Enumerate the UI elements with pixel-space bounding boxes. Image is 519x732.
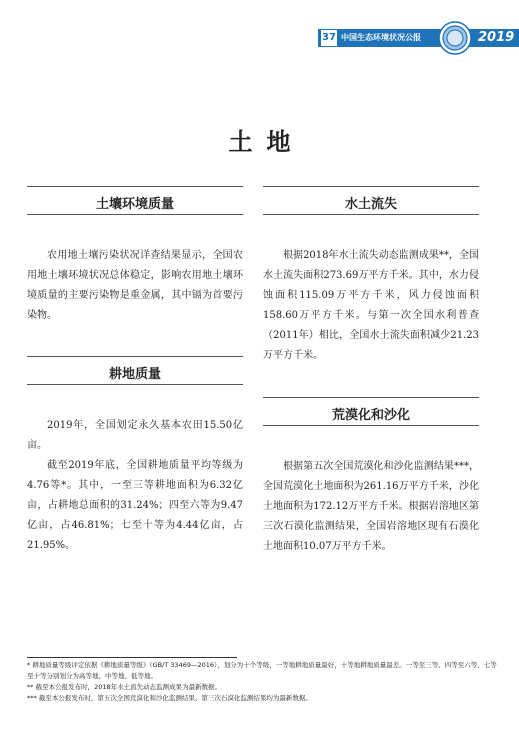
section-heading-desert — [263, 397, 479, 426]
erosion-body — [263, 246, 479, 366]
section-heading-text: 水土流失 — [344, 197, 397, 212]
section-heading-text: 荒漠化和沙化 — [331, 408, 410, 423]
paragraph: 农用地土壤污染状况详查结果显示，全国农用地土壤环境状况总体稳定，影响农用地土壤环境质量的主要污染物是重金属，其中镉为首要污染物。 — [27, 250, 243, 321]
section-heading-erosion — [263, 186, 479, 215]
desert-body — [263, 457, 479, 557]
chapter-title: 土地 — [228, 127, 305, 156]
footnotes — [27, 660, 497, 704]
paragraph: 截至2019年底，全国耕地质量平均等级为4.76等*。其中，一至三等耕地面积为6.32亿亩，占耕地总面积的31.24%；四至六等为9.47亿亩，占46.81%；七至十等为4.44亿亩，占21.95%。 — [27, 460, 243, 551]
section-heading-text: 土壤环境质量 — [95, 197, 174, 212]
section-heading-soil — [27, 186, 243, 215]
concentric-circle-logo-icon — [437, 21, 473, 55]
paragraph: 根据2018年水土流失动态监测成果**，全国水土流失面积273.69万平方千米。其中，水力侵蚀面积115.09万平方千米，风力侵蚀面积158.60万平方千米。与第一次全国水利普查（2011年）相比，全国水土流失面积减少21.23万平方千米。 — [263, 250, 479, 361]
page-number: 37 — [321, 30, 337, 46]
footnote: * 耕地质量等级评定依据《耕地质量等级》（GB/T 33469—2016），划分为十个等级，一等地耕地质量最好，十等地耕地质量最差。一等至三等、四等至六等、七等至十等分别划分为高等地、中等地、低等地。 — [27, 661, 497, 680]
footnote: ** 截至本公报发布时，2018年水土流失动态监测成果为最新数据。 — [27, 683, 222, 691]
farmland-body — [27, 416, 243, 556]
paragraph: 2019年，全国划定永久基本农田15.50亿亩。 — [27, 420, 243, 451]
soil-body — [27, 246, 243, 326]
report-year: 2019 — [478, 30, 515, 45]
footnote: *** 截至本公报发布时，第五次全国荒漠化和沙化监测结果、第三次石漠化监测结果均为最新数据。 — [27, 694, 312, 702]
section-heading-text: 耕地质量 — [108, 367, 161, 382]
section-heading-farmland — [27, 356, 243, 385]
footnote-divider — [27, 657, 237, 658]
paragraph: 根据第五次全国荒漠化和沙化监测结果***，全国荒漠化土地面积为261.16万平方千米，沙化土地面积为172.12万平方千米。根据岩溶地区第三次石漠化监测结果，全国岩溶地区现有石漠化土地面积10.07万平方千米。 — [263, 461, 479, 552]
report-title: 中国生态环境状况公报 — [341, 33, 421, 42]
